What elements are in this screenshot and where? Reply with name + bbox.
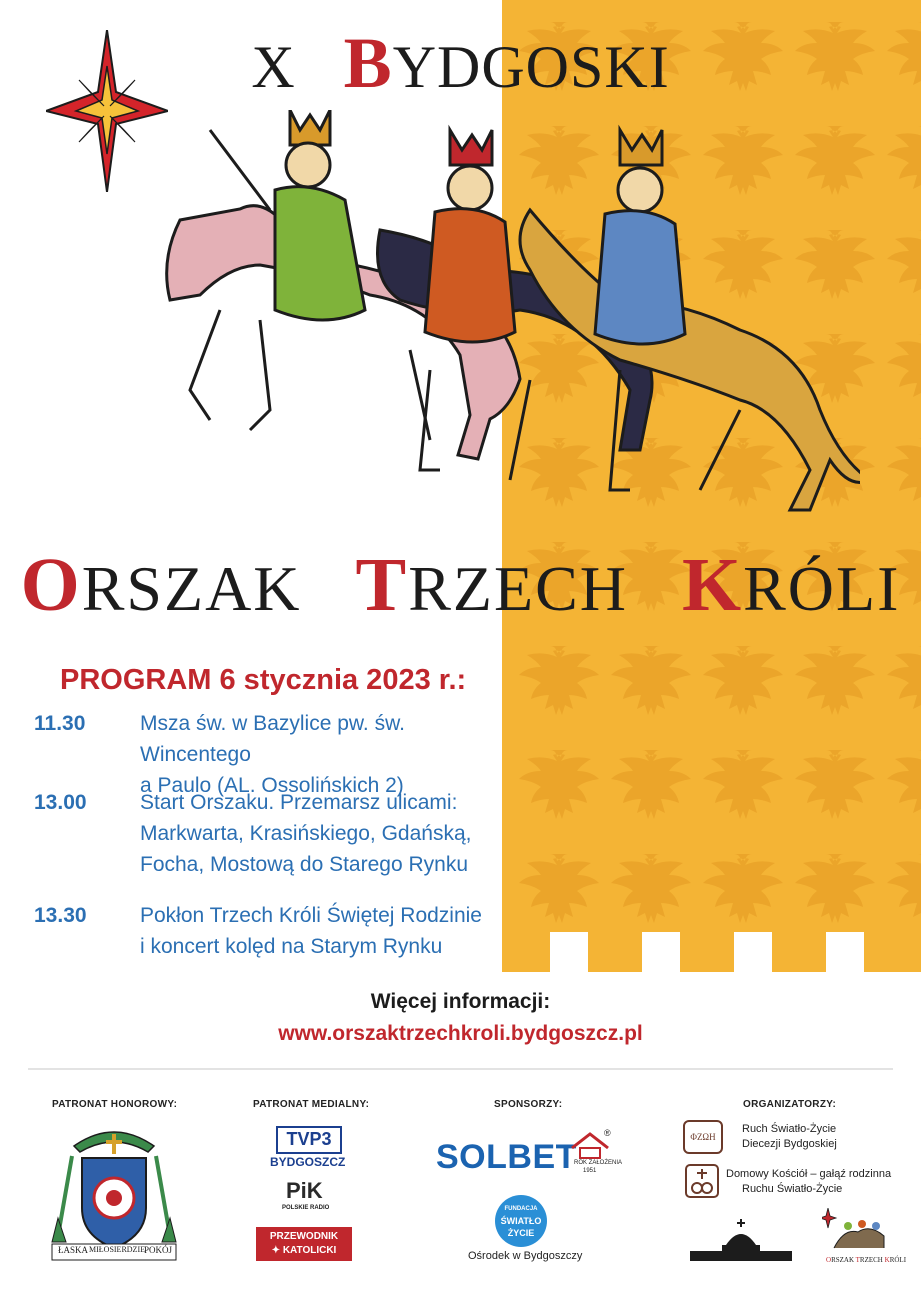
eagle-tile (795, 750, 875, 819)
title-word-orszak: ORSZAK (20, 543, 302, 627)
domowy-kosciol-icon (684, 1163, 720, 1199)
title-word-1: X (251, 34, 296, 100)
eagle-tile (519, 750, 599, 819)
orszak-mini-text: ORSZAK TRZECH KRÓLI (826, 1256, 907, 1264)
tvp-city: BYDGOSZCZ (270, 1155, 346, 1169)
title-word-kroli: KRÓLI (681, 543, 901, 627)
battlements (502, 932, 921, 972)
sponsors-heading: SPONSORZY: (494, 1099, 563, 1110)
osrodek-label: Ośrodek w Bydgoszczy (468, 1250, 583, 1262)
eagle-tile (519, 646, 599, 715)
eagle-tile (611, 646, 691, 715)
poster-title-main (0, 542, 921, 629)
eagle-tile (887, 750, 921, 819)
program-desc: Msza św. w Bazylice pw. św. Wincentego a Paulo (AL. Ossolińskich 2) (140, 712, 405, 797)
horse-spotted (520, 210, 860, 510)
solbet-founded: ROK ZAŁOŻENIA (574, 1160, 623, 1166)
kings-illustration (150, 110, 860, 530)
motto-3: POKÓJ (144, 1245, 173, 1255)
eagle-tile (519, 854, 599, 923)
media-heading: PATRONAT MEDIALNY: (253, 1099, 370, 1110)
title-word-2: BYDGOSKI (343, 23, 670, 103)
motto-2: MIŁOSIERDZIE (89, 1245, 145, 1254)
solbet-registered: ® (604, 1128, 611, 1138)
solbet-logo: SOLBET (436, 1138, 577, 1176)
program-desc: Pokłon Trzech Króli Świętej Rodzinie i koncert kolęd na Starym Rynku (140, 904, 482, 958)
eagle-tile (795, 646, 875, 715)
divider (28, 1068, 893, 1070)
solbet-year: 1951 (583, 1168, 597, 1174)
program-desc: Start Orszaku. Przemarsz ulicami: Markwarta, Krasińskiego, Gdańską, Focha, Mostową do Starego Rynku (140, 791, 472, 876)
eagle-tile (887, 438, 921, 507)
orszak-mini-logo (822, 1208, 894, 1252)
eagle-tile (703, 646, 783, 715)
organizers-heading: ORGANIZATORZY: (743, 1099, 837, 1110)
pik-logo: PiK (286, 1178, 323, 1203)
ruch-line-2: Diecezji Bydgoskiej (742, 1138, 837, 1150)
king-blue (595, 130, 685, 344)
fundacja-logo: FUNDACJA ŚWIATŁO ŻYCIE (495, 1195, 547, 1247)
eagle-tile (887, 126, 921, 195)
eagle-tile (887, 854, 921, 923)
title-word-trzech: TRZECH (355, 543, 628, 627)
more-info-label: Więcej informacji: (370, 990, 551, 1013)
eagle-tile (887, 230, 921, 299)
domowy-line-2: Ruchu Światło-Życie (742, 1183, 843, 1195)
motto-1: ŁASKA (58, 1245, 89, 1255)
eagle-tile (703, 750, 783, 819)
program-time: 11.30 (34, 712, 86, 735)
polskie-radio: POLSKIE RADIO (282, 1205, 330, 1211)
honorary-heading: PATRONAT HONOROWY: (52, 1099, 178, 1110)
website-link[interactable]: www.orszaktrzechkroli.bydgoszcz.pl (278, 1022, 643, 1045)
ruch-line-1: Ruch Światło-Życie (742, 1123, 837, 1135)
domowy-line-1: Domowy Kościół – gałąź rodzinna (726, 1168, 892, 1180)
tvp-logo: TVP3 (276, 1126, 342, 1154)
ruch-logo: ΦΖΩΗ (683, 1120, 723, 1154)
program-heading: PROGRAM 6 stycznia 2023 r.: (60, 664, 467, 696)
przewodnik-katolicki-logo: PRZEWODNIK ✦ KATOLICKI (256, 1227, 352, 1261)
church-icon (686, 1215, 796, 1265)
king-red (425, 130, 515, 342)
eagle-tile (611, 750, 691, 819)
poster-title-top (0, 22, 921, 105)
eagle-tile (887, 334, 921, 403)
program-time: 13.30 (34, 904, 87, 927)
eagle-tile (887, 646, 921, 715)
program-time: 13.00 (34, 791, 87, 814)
eagle-tile (611, 854, 691, 923)
eagle-tile (795, 854, 875, 923)
eagle-tile (703, 854, 783, 923)
